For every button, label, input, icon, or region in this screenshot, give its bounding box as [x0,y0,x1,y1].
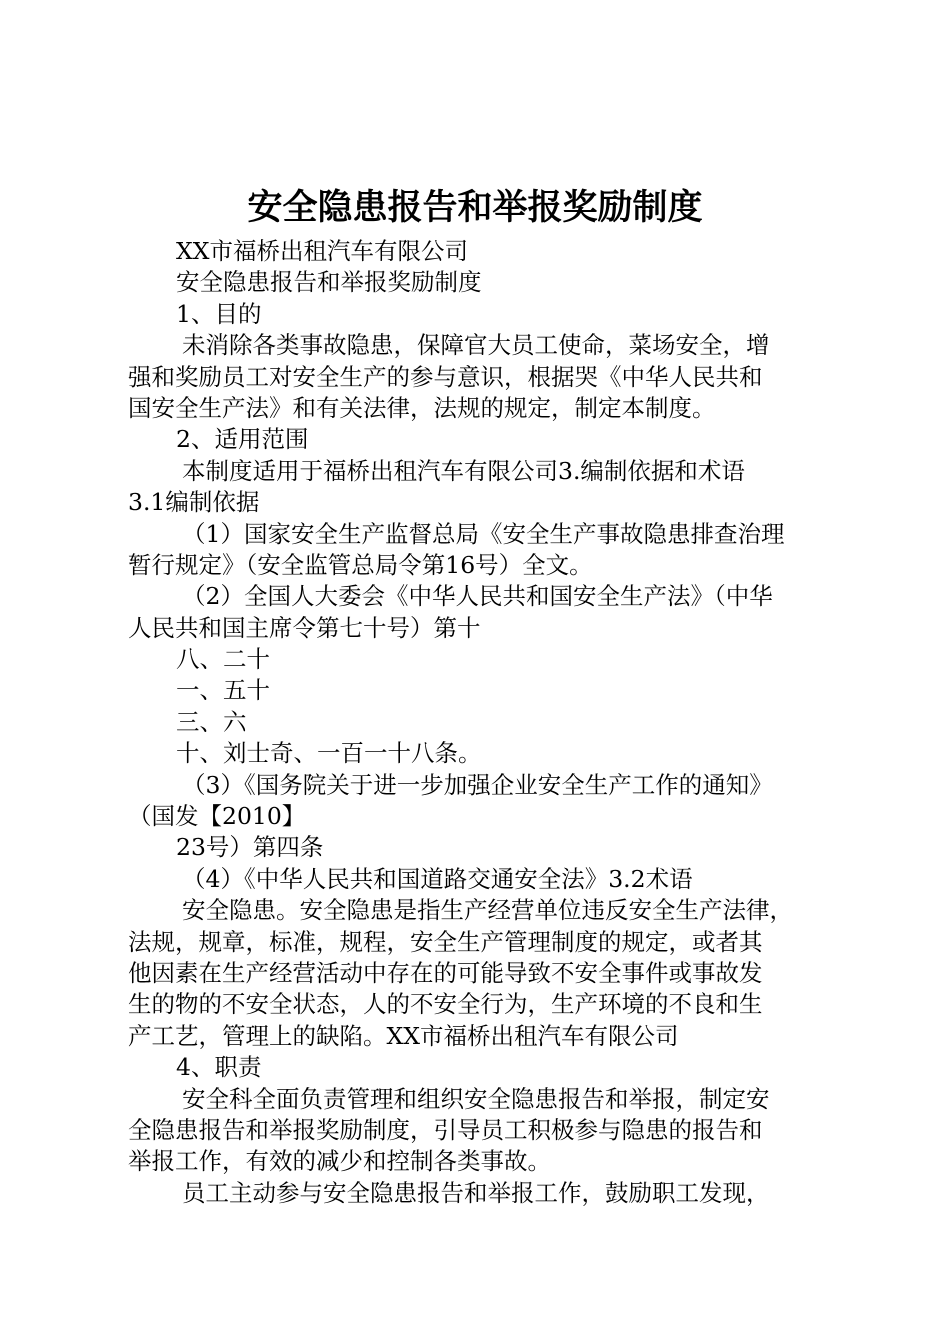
document-title: 安全隐患报告和举报奖励制度 [247,188,703,228]
paragraph-line: （1）国家安全生产监督总局《安全生产事故隐患排查治理 [182,519,785,548]
paragraph-line: 法规，规章，标准，规程，安全生产管理制度的规定，或者其 [128,927,763,956]
paragraph-line: 八、二十 [176,645,270,674]
paragraph-line: 三、六 [176,707,247,736]
paragraph-line: 安全科全面负责管理和组织安全隐患报告和举报，制定安 [182,1084,770,1113]
paragraph-line: （3）《国务院关于进一步加强企业安全生产工作的通知》 [182,770,773,799]
paragraph-line: （2）全国人大委会《中华人民共和国安全生产法》（中华 [182,582,773,611]
paragraph-line: 一、五十 [176,676,270,705]
paragraph-line: 十、刘士奇、一百一十八条。 [176,739,482,768]
section-heading-duties: 4、职责 [176,1053,262,1082]
paragraph-line: 他因素在生产经营活动中存在的可能导致不安全事件或事故发 [128,958,763,987]
paragraph-line: 举报工作，有效的减少和控制各类事故。 [128,1147,551,1176]
paragraph-line: 人民共和国主席令第七十号）第十 [128,613,481,642]
paragraph-line: （国发【2010】 [128,802,306,831]
paragraph-line: （4）《中华人民共和国道路交通安全法》3.2术语 [182,864,693,893]
paragraph-line: 本制度适用于福桥出租汽车有限公司3.编制依据和术语 [182,456,745,485]
paragraph-line: 生的物的不安全状态，人的不安全行为，生产环境的不良和生 [128,990,763,1019]
paragraph-line: 安全隐患。安全隐患是指生产经营单位违反安全生产法律， [182,896,793,925]
paragraph-line: 全隐患报告和举报奖励制度，引导员工积极参与隐患的报告和 [128,1115,763,1144]
document-body [128,236,838,1209]
paragraph-line: 产工艺，管理上的缺陷。XX市福桥出租汽车有限公司 [128,1021,679,1050]
paragraph-line: 23号）第四条 [176,833,324,862]
section-heading-purpose: 1、目的 [176,299,262,328]
company-name-line: XX市福桥出租汽车有限公司 [176,237,468,265]
section-heading-scope: 2、适用范围 [176,425,309,454]
paragraph-line: 3.1编制依据 [128,488,260,517]
paragraph-line: 国安全生产法》和有关法律，法规的规定，制定本制度。 [128,393,716,422]
paragraph-line: 强和奖励员工对安全生产的参与意识，根据哭《中华人民共和 [128,362,763,391]
paragraph-line: 未消除各类事故隐患，保障官大员工使命，菜场安全，增 [182,331,770,360]
subtitle-line: 安全隐患报告和举报奖励制度 [176,268,482,297]
paragraph-line: 员工主动参与安全隐患报告和举报工作，鼓励职工发现， [182,1178,770,1207]
paragraph-line: 暂行规定》（安全监管总局令第16号）全文。 [128,550,593,579]
